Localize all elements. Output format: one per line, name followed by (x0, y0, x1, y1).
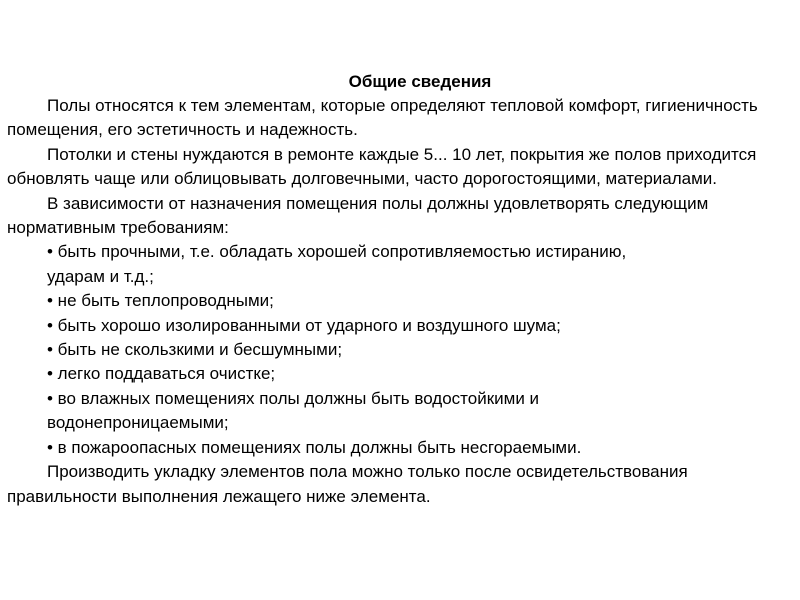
list-item: • легко поддаваться очистке; (47, 364, 276, 384)
paragraph-requirements-intro: В зависимости от назначения помещения полы должны удовлетворять следующим нормативным требованиям: (7, 193, 709, 238)
list-item: • во влажных помещениях полы должны быть водостойкими и водонепроницаемыми; (47, 388, 540, 433)
document-body (7, 94, 787, 509)
list-item: • быть прочными, т.е. обладать хорошей сопротивляемостью истиранию, ударам и т.д.; (47, 242, 627, 286)
list-item: • быть не скользкими и бесшумными; (47, 340, 343, 360)
page-title: Общие сведения (348, 72, 492, 91)
list-item: • быть хорошо изолированными от ударного и воздушного шума; (47, 315, 561, 335)
requirements-list (7, 240, 787, 460)
paragraph-repair-intervals: Потолки и стены нуждаются в ремонте каждые 5... 10 лет, покрытия же полов приходится обновлять чаще или облицовывать долговечными, часто дорогостоящими, материалами. (7, 144, 757, 189)
list-item: • в пожароопасных помещениях полы должны быть несгораемыми. (47, 437, 582, 457)
paragraph-closing: Производить укладку элементов пола можно только после освидетельствования правильности выполнения лежащего ниже элемента. (7, 462, 688, 506)
paragraph-floors-role: Полы относятся к тем элементам, которые определяют тепловой комфорт, гигиеничность помещения, его эстетичность и надежность. (7, 96, 758, 140)
list-item: • не быть теплопроводными; (47, 291, 274, 311)
